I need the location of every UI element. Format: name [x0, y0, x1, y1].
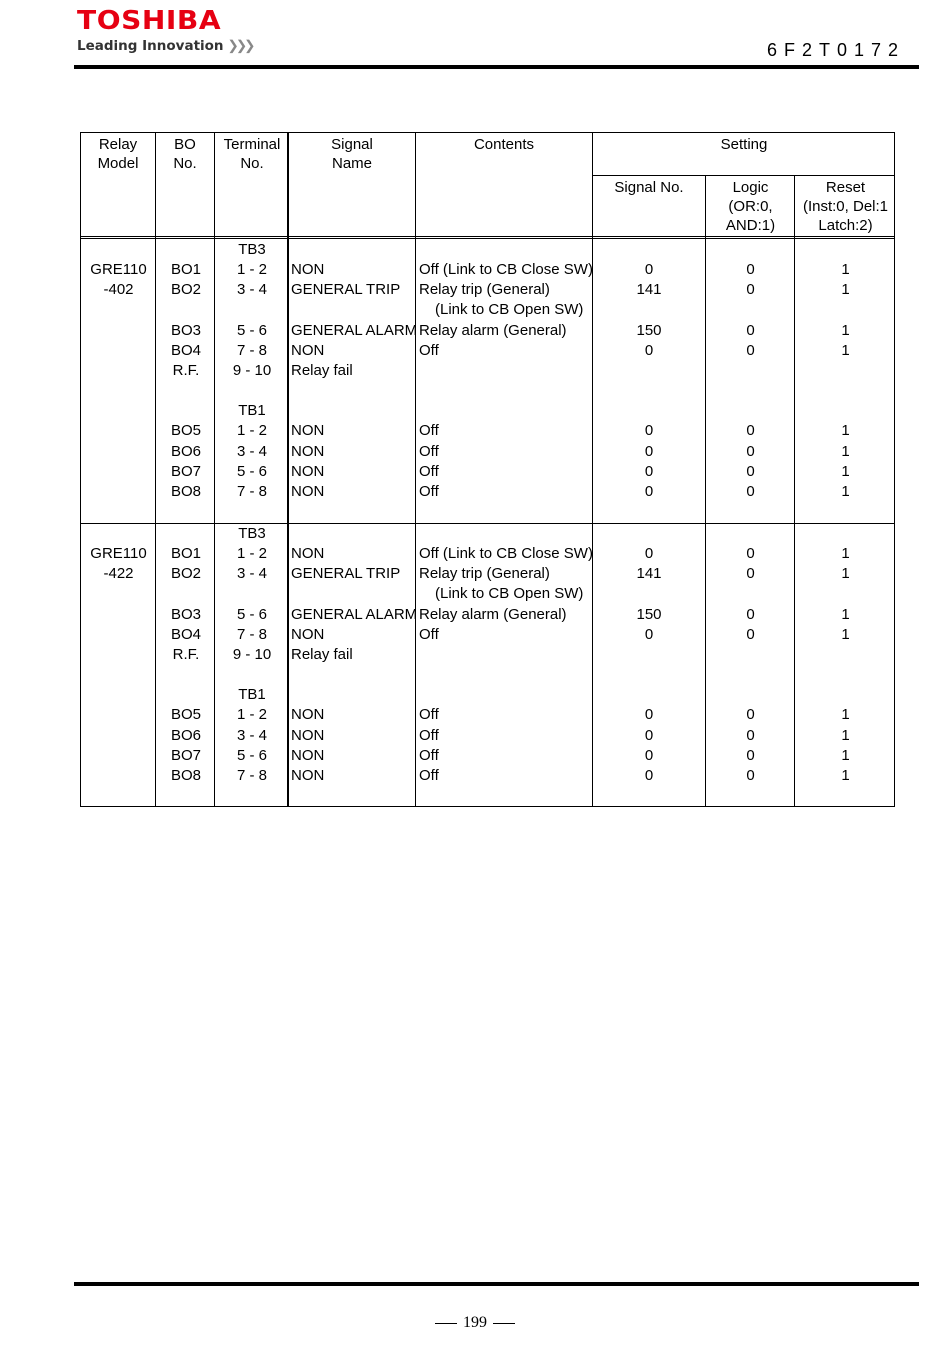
bo-no-cell: BO3	[170, 321, 201, 339]
contents-cell: (Link to CB Open SW)	[435, 585, 584, 603]
bo-no-cell: R.F.	[172, 361, 200, 379]
bo-no-cell: BO4	[170, 341, 201, 359]
header-logic: Logic (OR:0, AND:1)	[725, 179, 776, 234]
signal-no-cell: 141	[636, 565, 662, 583]
terminal-no-cell: 1 - 2	[236, 422, 267, 440]
header-reset: Reset (Inst:0, Del:1 Latch:2)	[802, 179, 889, 234]
terminal-no-cell: 5 - 6	[236, 605, 267, 623]
setting-divider	[592, 175, 894, 176]
contents-cell: Off	[419, 422, 439, 440]
header-bo-no: BO No.	[173, 136, 197, 172]
contents-cell: Relay alarm (General)	[419, 605, 567, 623]
bo-no-cell: BO2	[170, 281, 201, 299]
signal-no-cell: 0	[644, 482, 654, 500]
reset-cell: 1	[841, 605, 850, 623]
terminal-no-cell: 1 - 2	[236, 706, 267, 724]
signal-name-cell: NON	[291, 766, 325, 784]
chevrons-icon: ❯❯❯	[227, 38, 253, 54]
logic-cell: 0	[746, 281, 755, 299]
contents-cell: Off	[419, 766, 439, 784]
header-signal-name: Signal Name	[331, 136, 373, 172]
reset-cell: 1	[841, 321, 850, 339]
signal-name-cell: NON	[291, 625, 325, 643]
terminal-no-cell: 5 - 6	[236, 321, 267, 339]
contents-cell: Relay alarm (General)	[419, 321, 567, 339]
group-divider	[81, 523, 894, 524]
reset-cell: 1	[841, 442, 850, 460]
terminal-no-cell: 7 - 8	[236, 625, 267, 643]
terminal-no-cell: 7 - 8	[236, 766, 267, 784]
terminal-no-cell: TB1	[238, 686, 266, 704]
signal-name-cell: NON	[291, 482, 325, 500]
header-terminal-no: Terminal No.	[223, 136, 281, 172]
reset-cell: 1	[841, 565, 850, 583]
logic-cell: 0	[746, 482, 755, 500]
signal-name-cell: NON	[291, 261, 325, 279]
signal-name-cell: GENERAL TRIP	[291, 281, 401, 299]
dash-right	[493, 1323, 515, 1324]
terminal-no-cell: 9 - 10	[232, 361, 272, 379]
terminal-no-cell: 3 - 4	[236, 726, 267, 744]
page-number	[0, 1314, 950, 1332]
header-contents: Contents	[473, 136, 535, 153]
signal-no-cell: 0	[644, 442, 654, 460]
logic-cell: 0	[746, 706, 755, 724]
logic-cell: 0	[746, 321, 755, 339]
reset-cell: 1	[841, 746, 850, 764]
bo-no-cell: BO1	[170, 261, 201, 279]
tagline-text: Leading Innovation	[77, 38, 224, 54]
reset-cell: 1	[841, 482, 850, 500]
signal-no-cell: 150	[636, 605, 662, 623]
logic-cell: 0	[746, 565, 755, 583]
logic-cell: 0	[746, 746, 755, 764]
terminal-no-cell: TB3	[238, 241, 266, 258]
logic-cell: 0	[746, 766, 755, 784]
signal-name-cell: NON	[291, 726, 325, 744]
contents-cell: Off	[419, 726, 439, 744]
contents-cell: Off	[419, 482, 439, 500]
bo-no-cell: BO6	[170, 726, 201, 744]
document-number: 6F2T0172	[766, 40, 905, 60]
reset-cell: 1	[841, 261, 850, 279]
terminal-no-cell: 7 - 8	[236, 482, 267, 500]
signal-name-cell: NON	[291, 746, 325, 764]
terminal-no-cell: 5 - 6	[236, 746, 267, 764]
dash-left	[435, 1323, 457, 1324]
signal-no-cell: 0	[644, 625, 654, 643]
bo-no-cell: BO1	[170, 545, 201, 563]
signal-no-cell: 0	[644, 545, 654, 563]
signal-name-cell: NON	[291, 706, 325, 724]
signal-name-cell: GENERAL TRIP	[291, 565, 401, 583]
relay-model-cell: -402	[103, 281, 134, 299]
signal-no-cell: 150	[636, 321, 662, 339]
logic-cell: 0	[746, 625, 755, 643]
relay-model-cell: GRE110	[90, 545, 147, 563]
signal-no-cell: 0	[644, 726, 654, 744]
brand-logo: TOSHIBA	[77, 6, 222, 36]
header-divider	[81, 236, 894, 239]
signal-name-cell: NON	[291, 545, 325, 563]
footer-rule	[74, 1282, 919, 1286]
page-number-text: 199	[463, 1314, 487, 1331]
bo-no-cell: BO3	[170, 605, 201, 623]
header-rule	[74, 65, 919, 69]
signal-no-cell: 0	[644, 766, 654, 784]
bo-no-cell: BO7	[170, 462, 201, 480]
contents-cell: Off (Link to CB Close SW)	[419, 261, 593, 279]
signal-no-cell: 0	[644, 462, 654, 480]
header-relay-model: Relay Model	[97, 136, 139, 172]
header-setting: Setting	[720, 136, 768, 153]
signal-no-cell: 0	[644, 706, 654, 724]
reset-cell: 1	[841, 422, 850, 440]
col-divider	[415, 133, 416, 806]
signal-name-cell: Relay fail	[291, 645, 353, 663]
signal-no-cell: 0	[644, 422, 654, 440]
terminal-no-cell: 3 - 4	[236, 281, 267, 299]
contents-cell: Relay trip (General)	[419, 565, 550, 583]
signal-no-cell: 0	[644, 261, 654, 279]
logic-cell: 0	[746, 605, 755, 623]
relay-model-cell: -422	[103, 565, 134, 583]
logic-cell: 0	[746, 261, 755, 279]
signal-name-cell: NON	[291, 422, 325, 440]
brand-tagline	[77, 38, 252, 54]
bo-no-cell: R.F.	[172, 645, 200, 663]
reset-cell: 1	[841, 726, 850, 744]
reset-cell: 1	[841, 766, 850, 784]
bo-no-cell: BO2	[170, 565, 201, 583]
contents-cell: Off	[419, 746, 439, 764]
contents-cell: Off (Link to CB Close SW)	[419, 545, 593, 563]
terminal-no-cell: 3 - 4	[236, 565, 267, 583]
bo-no-cell: BO5	[170, 422, 201, 440]
reset-cell: 1	[841, 545, 850, 563]
logic-cell: 0	[746, 462, 755, 480]
terminal-no-cell: TB3	[238, 525, 266, 542]
output-contact-table	[80, 132, 895, 807]
reset-cell: 1	[841, 341, 850, 359]
reset-cell: 1	[841, 462, 850, 480]
signal-name-cell: GENERAL ALARM	[291, 321, 418, 339]
terminal-no-cell: 5 - 6	[236, 462, 267, 480]
signal-name-cell: Relay fail	[291, 361, 353, 379]
terminal-no-cell: 7 - 8	[236, 341, 267, 359]
contents-cell: (Link to CB Open SW)	[435, 301, 584, 319]
logic-cell: 0	[746, 422, 755, 440]
contents-cell: Off	[419, 625, 439, 643]
contents-cell: Off	[419, 462, 439, 480]
terminal-no-cell: TB1	[238, 402, 266, 420]
header-signal-no: Signal No.	[614, 179, 684, 196]
terminal-no-cell: 3 - 4	[236, 442, 267, 460]
logic-cell: 0	[746, 545, 755, 563]
signal-no-cell: 0	[644, 341, 654, 359]
contents-cell: Off	[419, 442, 439, 460]
bo-no-cell: BO8	[170, 482, 201, 500]
terminal-no-cell: 9 - 10	[232, 645, 272, 663]
logic-cell: 0	[746, 726, 755, 744]
terminal-no-cell: 1 - 2	[236, 545, 267, 563]
logic-cell: 0	[746, 341, 755, 359]
bo-no-cell: BO6	[170, 442, 201, 460]
signal-name-cell: NON	[291, 462, 325, 480]
relay-model-cell: GRE110	[90, 261, 147, 279]
terminal-no-cell: 1 - 2	[236, 261, 267, 279]
contents-cell: Off	[419, 341, 439, 359]
reset-cell: 1	[841, 706, 850, 724]
signal-name-cell: GENERAL ALARM	[291, 605, 418, 623]
signal-name-cell: NON	[291, 341, 325, 359]
logic-cell: 0	[746, 442, 755, 460]
signal-no-cell: 0	[644, 746, 654, 764]
bo-no-cell: BO7	[170, 746, 201, 764]
bo-no-cell: BO4	[170, 625, 201, 643]
bo-no-cell: BO5	[170, 706, 201, 724]
contents-cell: Relay trip (General)	[419, 281, 550, 299]
reset-cell: 1	[841, 281, 850, 299]
reset-cell: 1	[841, 625, 850, 643]
signal-no-cell: 141	[636, 281, 662, 299]
contents-cell: Off	[419, 706, 439, 724]
bo-no-cell: BO8	[170, 766, 201, 784]
signal-name-cell: NON	[291, 442, 325, 460]
